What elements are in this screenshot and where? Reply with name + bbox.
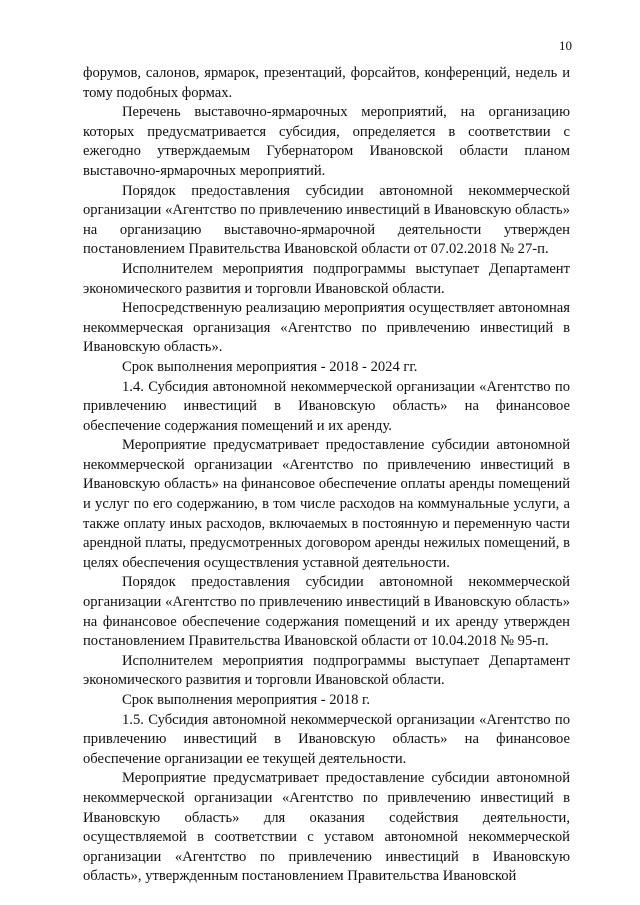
paragraph: Срок выполнения мероприятия - 2018 г. <box>122 692 371 708</box>
paragraph: Исполнителем мероприятия подпрограммы выступает Департамент экономического развития и торговли Ивановской области. <box>83 260 570 297</box>
paragraph: Исполнителем мероприятия подпрограммы выступает Департамент экономического развития и торговли Ивановской области. <box>83 652 570 689</box>
paragraph: Перечень выставочно-ярмарочных мероприятий, на организацию которых предусматривается субсидия, определяется в соответствии с ежегодно утверждаемым Губернатором Ивановской области планом выставочно-ярмарочных мероприятий. <box>83 104 570 179</box>
paragraph: Срок выполнения мероприятия - 2018 - 2024 гг. <box>122 358 418 375</box>
document-body <box>83 64 570 887</box>
paragraph: Мероприятие предусматривает предоставление субсидии автономной некоммерческой организации «Агентство по привлечению инвестиций в Ивановскую область» на финансовое обеспечение оплаты аренды помещений и услуг по его содержанию, в том числе расходов на коммунальные услуги, а также оплату иных расходов, включаемых в постоянную и переменную части арендной платы, предусмотренных договором аренды нежилых помещений, в целях обеспечения осуществления уставной деятельности. <box>83 437 570 571</box>
paragraph: Мероприятие предусматривает предоставление субсидии автономной некоммерческой организации «Агентство по привлечению инвестиций в Ивановскую область» для оказания содействия деятельности, осуществляемой в соответствии с уставом автономной некоммерческой организации «Агентство по привлечению инвестиций в Ивановскую область», утвержденным постановлением Правительства Ивановской <box>83 770 570 885</box>
paragraph: форумов, салонов, ярмарок, презентаций, форсайтов, конференций, недель и тому подобных формах. <box>83 65 570 101</box>
paragraph: Порядок предоставления субсидии автономной некоммерческой организации «Агентство по привлечению инвестиций в Ивановскую область» на организацию выставочно-ярмарочной деятельности утвержден постановлением Правительства Ивановской области от 07.02.2018 № 27-п. <box>83 182 570 258</box>
paragraph: Непосредственную реализацию мероприятия осуществляет автономная некоммерческая организация «Агентство по привлечению инвестиций в Ивановскую область». <box>83 300 570 356</box>
paragraph: 1.4. Субсидия автономной некоммерческой организации «Агентство по привлечению инвестиций в Ивановскую область» на финансовое обеспечение содержания помещений и их аренду. <box>83 378 570 434</box>
paragraph: 1.5. Субсидия автономной некоммерческой организации «Агентство по привлечению инвестиций в Ивановскую область» на финансовое обеспечение организации ее текущей деятельности. <box>83 711 570 767</box>
page-number: 10 <box>559 38 572 53</box>
paragraph: Порядок предоставления субсидии автономной некоммерческой организации «Агентство по привлечению инвестиций в Ивановскую область» на финансовое обеспечение содержания помещений и их аренду утвержден постановлением Правительства Ивановской области от 10.04.2018 № 95-п. <box>83 574 570 650</box>
